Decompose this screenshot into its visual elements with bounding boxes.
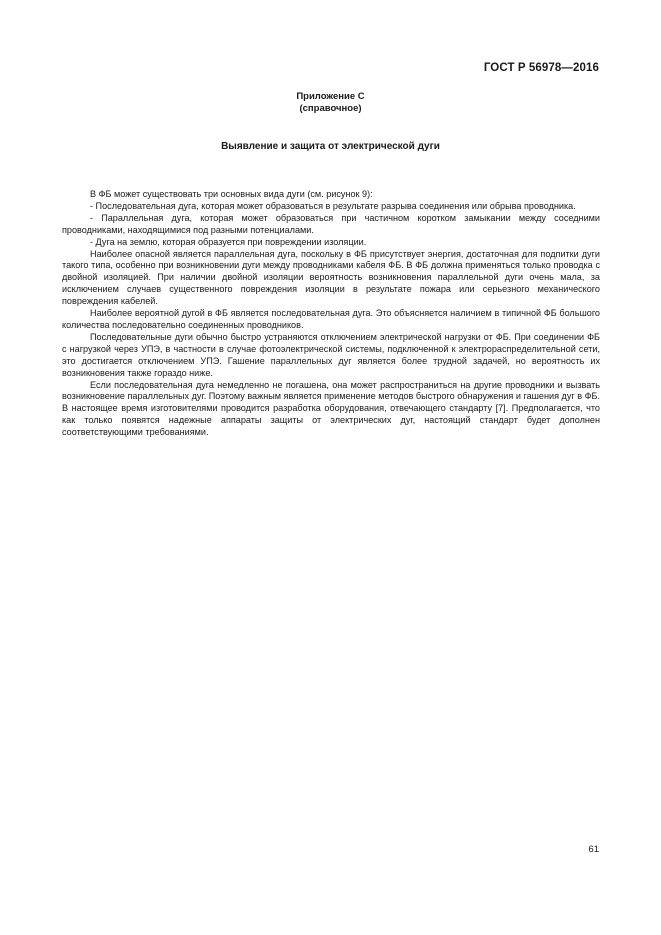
body-text — [62, 189, 600, 439]
paragraph-series-arc: - Последовательная дуга, которая может образоваться в результате разрыва соединения или обрыва проводника. — [90, 200, 576, 211]
page-number: 61 — [588, 844, 599, 855]
paragraph-series-elimination: Последовательные дуги обычно быстро устраняются отключением электрической нагрузки от ФБ. При соединении ФБ с нагрузкой через УПЭ, в частности в случае фотоэлектрической системы, подключенной к электрораспределительной сети, это достигается отключением УПЭ. Гашение параллельных дуг является более трудной задачей, но вероятность их возникновения также гораздо ниже. — [62, 331, 600, 378]
appendix-title: Приложение С — [296, 91, 365, 102]
paragraph-intro: В ФБ может существовать три основных вида дуги (см. рисунок 9): — [90, 189, 373, 199]
paragraph-parallel-arc: - Параллельная дуга, которая может образоваться при частичном коротком замыкании между соседними проводниками, находящимися под разными потенциалами. — [62, 212, 600, 235]
standard-code: ГОСТ Р 56978—2016 — [483, 62, 599, 74]
paragraph-detection: Если последовательная дуга немедленно не погашена, она может распространиться на другие проводники и вызвать возникновение параллельных дуг. Поэтому важным является применение методов быстрого обнаружения и гашения дуг в ФБ. В настоящее время изготовителями проводится разработка оборудования, отвечающего стандарту [7]. Предполагается, что как только появятся надежные аппараты защиты от электрических дуг, настоящий стандарт будет дополнен соответствующими требованиями. — [62, 379, 600, 438]
paragraph-series-likely: Наиболее вероятной дугой в ФБ является последовательная дуга. Это объясняется наличием в типичной ФБ большого количества последовательно соединенных проводников. — [62, 308, 600, 330]
section-title: Выявление и защита от электрической дуги — [221, 141, 440, 152]
paragraph-parallel-danger: Наиболее опасной является параллельная дуга, поскольку в ФБ присутствует энергия, достаточная для подпитки дуги такого типа, особенно при возникновении дуги между проводниками кабеля ФБ. В ФБ должна применяться только проводка с двойной изоляцией. При наличии двойной изоляции вероятность возникновения параллельной дуги очень мала, за исключением случаев существенного повреждения изоляции в результате пожара или серьезного механического повреждения кабелей. — [62, 248, 600, 307]
paragraph-ground-arc: - Дуга на землю, которая образуется при повреждении изоляции. — [90, 236, 367, 247]
appendix-subtitle: (справочное) — [299, 103, 362, 114]
